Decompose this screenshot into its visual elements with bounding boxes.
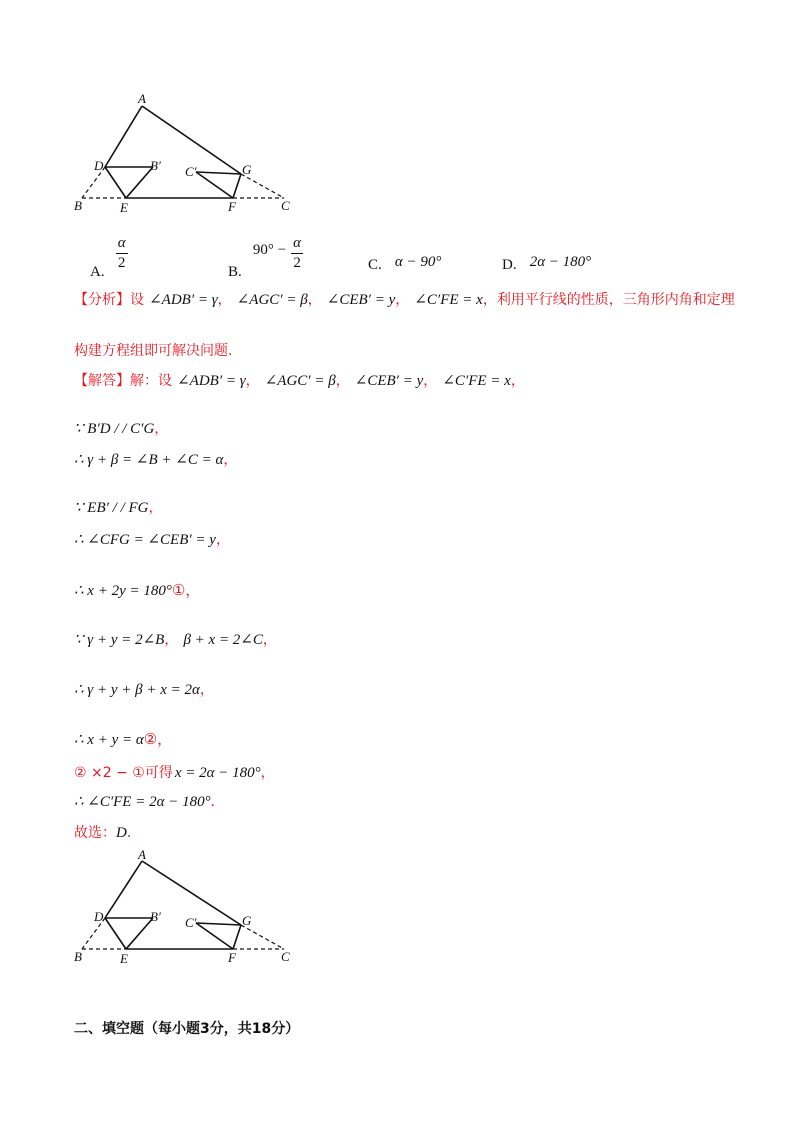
step-6-mid: ， <box>164 632 179 648</box>
choose-tail: ． <box>126 825 141 841</box>
analysis-comma-2: ， <box>307 292 322 308</box>
analysis-eq-2: ∠AGC′ = β <box>236 292 308 308</box>
solution-comma-2: ， <box>335 373 350 389</box>
option-b-fraction <box>291 236 303 271</box>
result-line <box>74 791 225 811</box>
step-8-tail: ②， <box>143 730 173 748</box>
solution-eq-3: ∠CEB′ = y <box>354 373 424 389</box>
combine-line <box>74 762 275 782</box>
label-C: C <box>281 198 290 213</box>
step-8-math: ∴ x + y = α <box>74 732 144 748</box>
dashed-G-C <box>241 174 284 198</box>
solution-eq-1: ∠ADB′ = γ <box>177 373 246 389</box>
step-6-math-2: β + x = 2∠C <box>183 632 263 648</box>
step-4-math: ∴ ∠CFG = ∠CEB′ = y <box>74 532 216 548</box>
label-E-2: E <box>120 951 128 966</box>
analysis-eq-4: ∠C′FE = x <box>414 292 483 308</box>
analysis-comma-3: ， <box>395 292 410 308</box>
step-3-math: ∵ EB′ / / FG <box>74 500 149 516</box>
option-c-expr: α − 90° <box>394 254 442 270</box>
segment-A-D-2 <box>105 861 142 918</box>
step-1-tail: ， <box>154 421 169 437</box>
option-c[interactable] <box>368 254 441 274</box>
step-5-tail: ①， <box>171 581 201 599</box>
option-a[interactable] <box>90 235 128 280</box>
step-1-math: ∵ B′D / / C′G <box>74 421 155 437</box>
step-3-tail: ， <box>148 500 163 516</box>
label-B-prime: B′ <box>150 158 161 173</box>
segment-A-D <box>105 106 142 167</box>
label-F-2: F <box>228 950 236 965</box>
option-d[interactable] <box>502 254 591 274</box>
segment-C-prime-G-2 <box>196 923 241 925</box>
option-b-numerator: α <box>291 236 303 254</box>
step-5-math: ∴ x + 2y = 180° <box>74 583 172 599</box>
segment-G-F <box>233 174 241 198</box>
step-7-math: ∴ γ + y + β + x = 2α <box>74 682 200 698</box>
result-tail: ． <box>210 794 225 810</box>
label-D: D <box>94 158 104 173</box>
option-b-denominator: 2 <box>293 255 301 271</box>
option-a-letter: A. <box>90 264 105 280</box>
label-D-2: D <box>94 909 104 924</box>
option-b-prefix: 90° − <box>252 242 287 258</box>
label-C-prime-2: C′ <box>185 915 197 930</box>
step-2-math: ∴ γ + β = ∠B + ∠C = α <box>74 452 224 468</box>
option-a-fraction <box>116 236 128 271</box>
combine-math: x = 2α − 180° <box>174 765 261 781</box>
solution-comma-4: ， <box>510 373 525 389</box>
label-E: E <box>120 200 128 215</box>
solution-line-1 <box>74 370 525 390</box>
option-a-numerator: α <box>116 236 128 254</box>
segment-C-prime-F-2 <box>196 923 233 949</box>
step-6 <box>74 629 277 649</box>
label-B: B <box>74 198 82 213</box>
choose-line <box>74 822 141 842</box>
step-4 <box>74 529 230 549</box>
label-A-2: A <box>138 847 146 862</box>
analysis-text-1: 利用平行线的性质，三角形内角和定理 <box>496 292 735 308</box>
label-F: F <box>228 199 236 214</box>
segment-C-prime-G <box>196 172 241 174</box>
dashed-G-C-2 <box>241 925 284 949</box>
step-2-tail: ， <box>223 452 238 468</box>
combine-tail: ， <box>260 765 275 781</box>
combine-text: ② ×2 − ①可得 <box>74 765 173 781</box>
analysis-line-1 <box>74 289 735 309</box>
solution-eq-4: ∠C′FE = x <box>442 373 511 389</box>
result-math: ∴ ∠C′FE = 2α − 180° <box>74 794 211 810</box>
step-8 <box>74 728 172 749</box>
label-C-prime: C′ <box>185 164 197 179</box>
step-1 <box>74 418 168 438</box>
step-4-tail: ， <box>215 532 230 548</box>
segment-E-B-prime-2 <box>126 918 153 949</box>
label-A: A <box>138 91 146 106</box>
segment-D-E <box>105 167 126 198</box>
solution-comma-1: ， <box>245 373 260 389</box>
option-b[interactable] <box>228 235 303 280</box>
label-B-2: B <box>74 949 82 964</box>
step-5 <box>74 579 200 600</box>
step-6-math: ∵ γ + y = 2∠B <box>74 632 165 648</box>
choose-math: D <box>116 825 127 841</box>
analysis-comma-1: ， <box>217 292 232 308</box>
option-d-expr: 2α − 180° <box>529 254 592 270</box>
analysis-eq-1: ∠ADB′ = γ <box>149 292 218 308</box>
solution-lead: 解：设 <box>130 373 172 389</box>
label-G-2: G <box>242 913 252 928</box>
segment-C-prime-F <box>196 172 233 198</box>
step-2 <box>74 449 237 469</box>
section-title: 二、填空题（每小题3分，共18分） <box>74 1021 300 1037</box>
label-B-prime-2: B′ <box>150 909 161 924</box>
geometry-figure-bottom <box>70 845 310 975</box>
option-c-letter: C. <box>368 257 382 273</box>
analysis-tag: 【分析】 <box>74 292 130 308</box>
option-d-letter: D. <box>502 257 517 273</box>
label-G: G <box>242 162 252 177</box>
analysis-set-word: 设 <box>130 292 144 308</box>
segment-G-F-2 <box>233 925 241 949</box>
label-C-2: C <box>281 949 290 964</box>
analysis-comma-4: ， <box>482 292 497 308</box>
segment-D-E-2 <box>105 918 126 949</box>
solution-tag: 【解答】 <box>74 373 130 389</box>
step-6-tail: ， <box>262 632 277 648</box>
solution-eq-2: ∠AGC′ = β <box>264 373 336 389</box>
analysis-line-2: 构建方程组即可解决问题. <box>74 343 233 359</box>
geometry-figure-top <box>70 90 310 220</box>
segment-E-B-prime <box>126 167 153 198</box>
step-7-tail: ， <box>199 682 214 698</box>
option-a-denominator: 2 <box>117 255 126 271</box>
step-7 <box>74 679 214 699</box>
option-b-letter: B. <box>228 264 242 280</box>
analysis-eq-3: ∠CEB′ = y <box>326 292 396 308</box>
choose-text: 故选： <box>74 825 116 841</box>
solution-comma-3: ， <box>423 373 438 389</box>
step-3 <box>74 497 162 517</box>
